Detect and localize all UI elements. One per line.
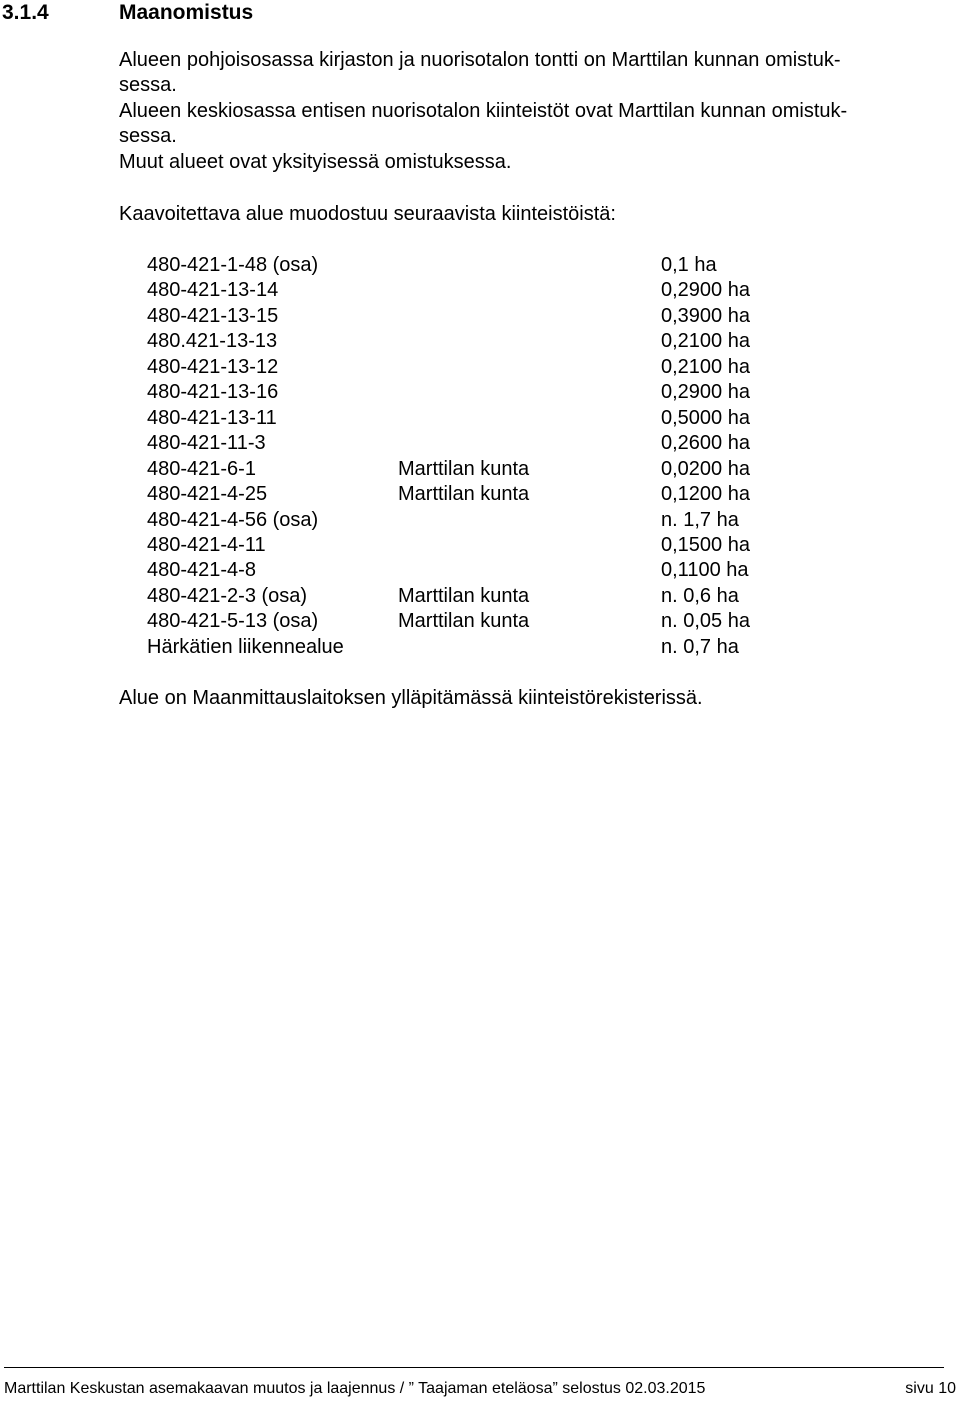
property-id: 480-421-5-13 (osa) (147, 610, 319, 633)
paragraph-line: Alueen keskiosassa entisen nuorisotalon kiinteistöt ovat Marttilan kunnan omistuk- (119, 100, 848, 122)
property-area: 0,2100 ha (661, 355, 750, 378)
property-area: n. 1,7 ha (661, 508, 739, 531)
property-area: 0,2100 ha (661, 330, 750, 353)
property-id: 480-421-13-14 (147, 279, 279, 302)
paragraph-register-note (119, 686, 949, 711)
footer-document-title: Marttilan Keskustan asemakaavan muutos ja laajennus / ” Taajaman eteläosa” selostus 02.03.2015 (4, 1380, 706, 1397)
property-row (0, 584, 960, 609)
paragraph-line: Muut alueet ovat yksityisessä omistuksessa. (119, 151, 512, 173)
property-row (0, 482, 960, 507)
property-id: 480-421-4-11 (147, 533, 266, 556)
property-row (0, 278, 960, 303)
property-area: 0,1 ha (661, 254, 717, 276)
property-id: 480-421-13-11 (147, 406, 277, 429)
property-area: 0,0200 ha (661, 457, 750, 480)
property-row (0, 431, 960, 456)
property-row (0, 329, 960, 354)
property-row (0, 558, 960, 583)
property-area: 0,1500 ha (661, 533, 750, 556)
paragraph-central-ownership (119, 99, 949, 148)
property-id: Härkätien liikennealue (147, 635, 344, 658)
property-area: n. 0,6 ha (661, 584, 739, 607)
property-owner: Marttilan kunta (398, 610, 530, 633)
property-id: 480.421-13-13 (147, 330, 278, 353)
property-row (0, 457, 960, 482)
property-id: 480-421-13-16 (147, 381, 279, 404)
property-row (0, 635, 960, 660)
property-area: 0,2900 ha (661, 381, 750, 404)
property-owner: Marttilan kunta (398, 584, 530, 607)
property-area: 0,1200 ha (661, 483, 750, 506)
property-row (0, 355, 960, 380)
property-id: 480-421-4-8 (147, 559, 256, 582)
paragraph-line: sessa. (119, 124, 177, 147)
property-area: 0,3900 ha (661, 304, 750, 327)
paragraph-line: Alueen pohjoisosassa kirjaston ja nuorisotalon tontti on Marttilan kunnan omistuk- (119, 49, 841, 71)
property-row (0, 253, 960, 278)
paragraph-line: Kaavoitettava alue muodostuu seuraavista kiinteistöistä: (119, 203, 616, 225)
paragraph-line: Alue on Maanmittauslaitoksen ylläpitämässä kiinteistörekisterissä. (119, 687, 703, 709)
property-row (0, 380, 960, 405)
property-area: 0,2900 ha (661, 279, 750, 302)
paragraph-line: sessa. (119, 73, 177, 96)
section-title: Maanomistus (119, 1, 254, 24)
property-area: 0,2600 ha (661, 432, 750, 455)
property-row (0, 609, 960, 634)
property-area: 0,5000 ha (661, 406, 750, 429)
property-row (0, 508, 960, 533)
paragraph-north-ownership (119, 48, 949, 97)
property-row (0, 406, 960, 431)
footer-page-number: sivu 10 (905, 1380, 956, 1397)
section-number: 3.1.4 (2, 1, 49, 24)
property-id: 480-421-11-3 (147, 432, 266, 455)
property-owner: Marttilan kunta (398, 457, 530, 480)
paragraph-property-intro (119, 202, 949, 227)
property-area: 0,1100 ha (661, 559, 749, 582)
property-id: 480-421-2-3 (osa) (147, 584, 308, 607)
property-row (0, 533, 960, 558)
property-id: 480-421-4-56 (osa) (147, 508, 319, 531)
footer-divider (4, 1367, 944, 1368)
property-id: 480-421-13-12 (147, 355, 279, 378)
property-row (0, 304, 960, 329)
property-id: 480-421-4-25 (147, 483, 268, 506)
property-id: 480-421-13-15 (147, 304, 279, 327)
property-id: 480-421-6-1 (147, 457, 256, 480)
property-area: n. 0,7 ha (661, 635, 739, 658)
property-area: n. 0,05 ha (661, 610, 750, 633)
paragraph-private-ownership (119, 150, 949, 175)
property-id: 480-421-1-48 (osa) (147, 254, 319, 276)
property-owner: Marttilan kunta (398, 483, 530, 506)
